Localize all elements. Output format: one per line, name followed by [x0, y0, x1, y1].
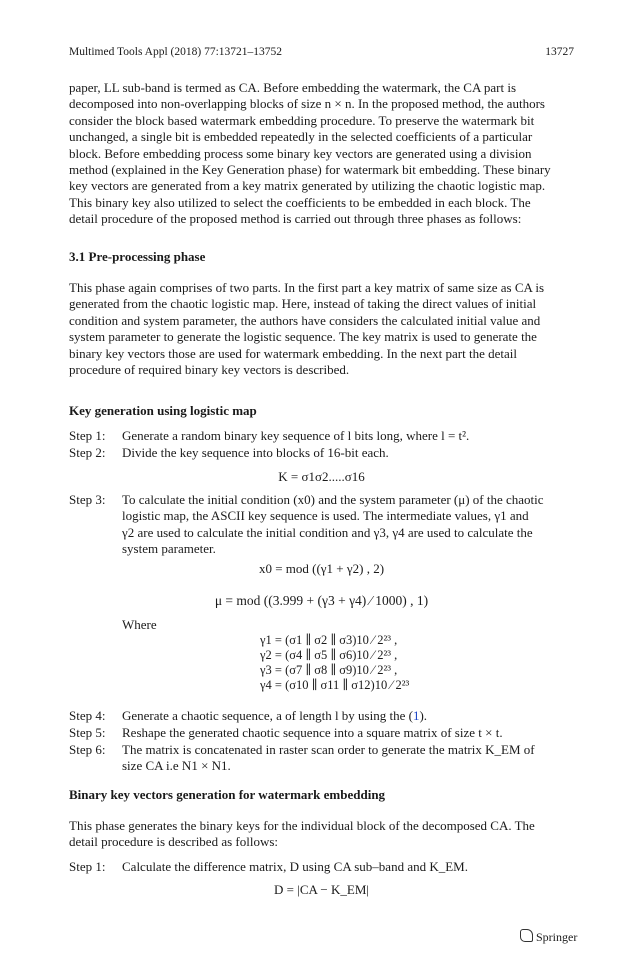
text-line: paper, LL sub-band is termed as CA. Before embedding the watermark, the CA part is	[69, 80, 517, 95]
step-number: Step 6:	[69, 742, 106, 757]
text-line: detail procedure of the proposed method is carried out through three phases as follows:	[69, 211, 522, 227]
step-number: Step 4:	[69, 708, 106, 723]
springer-horse-icon	[520, 929, 533, 942]
intro-paragraph	[69, 80, 574, 228]
text-line: consider the block based watermark embedding procedure. To preserve the watermark bit	[69, 112, 535, 128]
text-line: γ2 are used to calculate the initial condition and γ3, γ4 are used to calculate the	[122, 524, 533, 540]
page-number: 13727	[545, 46, 574, 58]
publisher-name: Springer	[536, 930, 578, 944]
section-heading: 3.1 Pre-processing phase	[69, 249, 206, 264]
gamma-equations	[260, 633, 409, 693]
text-line: This phase again comprises of two parts. In the first part a key matrix of same size as CA is	[69, 280, 545, 295]
step-text-part: ).	[419, 708, 428, 723]
text-line: This phase generates the binary keys for the individual block of the decomposed CA. The	[69, 818, 535, 833]
step-number: Step 1:	[69, 859, 106, 874]
step-text: Calculate the difference matrix, D using CA sub–band and K_EM.	[122, 859, 468, 874]
step-number: Step 2:	[69, 445, 106, 460]
equation-reference-link[interactable]: 1	[412, 708, 420, 723]
step-text	[122, 742, 574, 775]
text-line: system parameter to generate the logistic sequence. The key matrix is used to generate the	[69, 329, 537, 345]
text-line: decomposed into non-overlapping blocks of size n × n. In the proposed method, the authors	[69, 96, 545, 112]
binary-heading: Binary key vectors generation for watermark embedding	[69, 787, 386, 802]
text-line: To calculate the initial condition (x0) and the system parameter (μ) of the chaotic	[122, 492, 544, 507]
step-text	[122, 492, 574, 558]
text-line: size CA i.e N1 × N1.	[122, 758, 231, 774]
journal-citation: Multimed Tools Appl (2018) 77:13721–13752	[69, 46, 283, 58]
step-text: Generate a random binary key sequence of l bits long, where l = t².	[122, 428, 470, 443]
text-line: binary key vectors those are used for watermark embedding. In the next part the detail	[69, 345, 517, 361]
running-header	[69, 46, 574, 58]
step-text	[122, 708, 574, 724]
keygen-heading: Key generation using logistic map	[69, 403, 257, 418]
text-line: key vectors are generated from a key matrix generated by utilizing the chaotic logistic map.	[69, 178, 546, 194]
step-text-part: Generate a chaotic sequence, a of length l by using the (	[122, 708, 413, 723]
step-number: Step 1:	[69, 428, 106, 443]
text-line: This binary key also utilized to select the coefficients to be embedded in each block. The	[69, 194, 531, 210]
text-line: logistic map, the ASCII key sequence is used. The intermediate values, γ1 and	[122, 508, 529, 524]
equation-k: K = σ1σ2.....σ16	[278, 469, 365, 484]
step-number: Step 3:	[69, 492, 106, 507]
text-line: unchanged, a single bit is embedded repeatedly in the selected coefficients of a particular	[69, 129, 533, 145]
text-line: condition and system parameter, the authors have considers the calculated initial value and	[69, 312, 541, 328]
equation-gamma-4: γ4 = (σ10 ∥ σ11 ∥ σ12)10 ⁄ 2²³	[260, 678, 410, 692]
text-line: block. Before embedding process some binary key vectors are generated using a division	[69, 145, 532, 161]
step-text: Divide the key sequence into blocks of 16-bit each.	[122, 445, 389, 460]
text-line: system parameter.	[122, 541, 216, 557]
text-line: detail procedure is described as follows:	[69, 834, 279, 850]
step-number: Step 5:	[69, 725, 106, 740]
publisher-logo	[520, 929, 577, 945]
equation-x0: x0 = mod ((γ1 + γ2) , 2)	[258, 561, 385, 576]
step-text: Reshape the generated chaotic sequence into a square matrix of size t × t.	[122, 725, 503, 740]
equation-gamma-3: γ3 = (σ7 ∥ σ8 ∥ σ9)10 ⁄ 2²³ ,	[260, 663, 398, 677]
text-line: generated from the chaotic logistic map. Here, instead of taking the direct values of initial	[69, 296, 537, 312]
equation-d: D = |CA − K_EM|	[274, 882, 369, 897]
equation-gamma-1: γ1 = (σ1 ∥ σ2 ∥ σ3)10 ⁄ 2²³ ,	[260, 633, 398, 647]
text-line: procedure of required binary key vectors is described.	[69, 362, 350, 378]
equation-gamma-2: γ2 = (σ4 ∥ σ5 ∥ σ6)10 ⁄ 2²³ ,	[260, 648, 398, 662]
binary-paragraph	[69, 818, 574, 851]
where-label: Where	[122, 617, 157, 632]
preprocessing-paragraph	[69, 280, 574, 378]
equation-mu: μ = mod ((3.999 + (γ3 + γ4) ⁄ 1000) , 1)	[214, 593, 429, 608]
text-line: method (explained in the Key Generation phase) for watermark bit embedding. These binary	[69, 162, 551, 178]
text-line: The matrix is concatenated in raster scan order to generate the matrix K_EM of	[122, 742, 535, 757]
